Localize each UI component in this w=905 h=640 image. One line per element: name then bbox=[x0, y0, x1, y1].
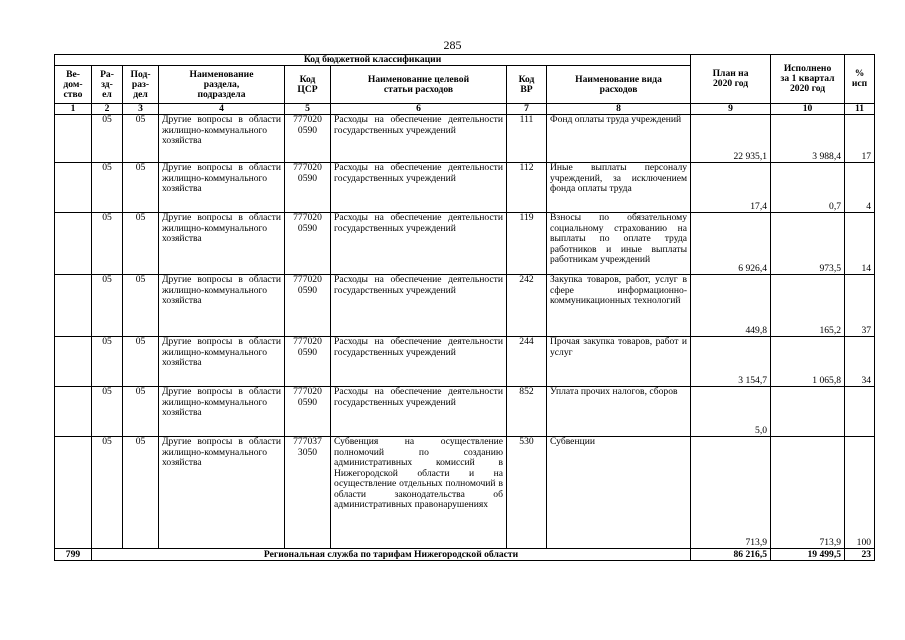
column-number: 1 bbox=[55, 104, 92, 115]
cell-ispolneno: 713,9 bbox=[771, 437, 845, 549]
cell-naimenovanie-vida: Закупка товаров, работ, услуг в сфере информационно-коммуникационных технологий bbox=[547, 275, 691, 337]
cell-naimenovanie-celevoy: Расходы на обеспечение деятельности государственных учреждений bbox=[331, 337, 507, 387]
cell-ispolneno bbox=[771, 387, 845, 437]
cell-vedomstvo bbox=[55, 387, 92, 437]
cell-naimenovanie-razdela: Другие вопросы в области жилищно-коммунального хозяйства bbox=[159, 275, 285, 337]
cell-plan: 5,0 bbox=[691, 387, 771, 437]
cell-kod-csr: 777020 0590 bbox=[285, 337, 331, 387]
cell-ispolneno: 165,2 bbox=[771, 275, 845, 337]
cell-naimenovanie-vida: Уплата прочих налогов, сборов bbox=[547, 387, 691, 437]
cell-kod-csr: 777020 0590 bbox=[285, 213, 331, 275]
cell-naimenovanie-razdela: Другие вопросы в области жилищно-коммунального хозяйства bbox=[159, 337, 285, 387]
cell-naimenovanie-celevoy: Расходы на обеспечение деятельности государственных учреждений bbox=[331, 213, 507, 275]
header-kod-vr: Код ВР bbox=[507, 66, 547, 104]
header-plan: План на 2020 год bbox=[691, 55, 771, 104]
column-number: 2 bbox=[92, 104, 123, 115]
cell-plan: 6 926,4 bbox=[691, 213, 771, 275]
cell-percent: 100 bbox=[845, 437, 875, 549]
cell-kod-csr: 777020 0590 bbox=[285, 275, 331, 337]
cell-vedomstvo bbox=[55, 275, 92, 337]
total-ispolneno: 19 499,5 bbox=[771, 549, 845, 561]
total-name: Региональная служба по тарифам Нижегородской области bbox=[92, 549, 691, 561]
cell-naimenovanie-razdela: Другие вопросы в области жилищно-коммунального хозяйства bbox=[159, 163, 285, 213]
header-podrazdel: Под- раз- дел bbox=[123, 66, 159, 104]
cell-kod-vr: 242 bbox=[507, 275, 547, 337]
cell-naimenovanie-celevoy: Расходы на обеспечение деятельности государственных учреждений bbox=[331, 275, 507, 337]
table-row bbox=[55, 213, 875, 275]
column-number: 10 bbox=[771, 104, 845, 115]
cell-naimenovanie-vida: Взносы по обязательному социальному страхованию на выплаты по оплате труда работников и иные выплаты работникам учреждений bbox=[547, 213, 691, 275]
header-naimenovanie-vida: Наименование вида расходов bbox=[547, 66, 691, 104]
header-percent: % исп bbox=[845, 55, 875, 104]
page-number: 285 bbox=[443, 38, 462, 52]
column-number: 8 bbox=[547, 104, 691, 115]
table-row bbox=[55, 275, 875, 337]
cell-naimenovanie-vida: Прочая закупка товаров, работ и услуг bbox=[547, 337, 691, 387]
cell-ispolneno: 1 065,8 bbox=[771, 337, 845, 387]
table-row bbox=[55, 115, 875, 163]
column-number: 5 bbox=[285, 104, 331, 115]
column-number: 4 bbox=[159, 104, 285, 115]
cell-percent: 34 bbox=[845, 337, 875, 387]
cell-plan: 3 154,7 bbox=[691, 337, 771, 387]
cell-kod-csr: 777020 0590 bbox=[285, 115, 331, 163]
cell-podrazdel: 05 bbox=[123, 213, 159, 275]
cell-kod-csr: 777020 0590 bbox=[285, 387, 331, 437]
cell-naimenovanie-razdela: Другие вопросы в области жилищно-коммунального хозяйства bbox=[159, 437, 285, 549]
cell-kod-vr: 244 bbox=[507, 337, 547, 387]
cell-podrazdel: 05 bbox=[123, 337, 159, 387]
cell-ispolneno: 3 988,4 bbox=[771, 115, 845, 163]
table-row bbox=[55, 337, 875, 387]
header-vedomstvo: Ве- дом- ство bbox=[55, 66, 92, 104]
cell-vedomstvo bbox=[55, 337, 92, 387]
total-percent: 23 bbox=[845, 549, 875, 561]
cell-kod-vr: 111 bbox=[507, 115, 547, 163]
header-naimenovanie-razdela: Наименование раздела, подраздела bbox=[159, 66, 285, 104]
header-razdel: Ра- зд- ел bbox=[92, 66, 123, 104]
cell-kod-csr: 777037 3050 bbox=[285, 437, 331, 549]
cell-percent: 4 bbox=[845, 163, 875, 213]
cell-vedomstvo bbox=[55, 163, 92, 213]
cell-vedomstvo bbox=[55, 213, 92, 275]
column-number: 3 bbox=[123, 104, 159, 115]
cell-podrazdel: 05 bbox=[123, 437, 159, 549]
cell-naimenovanie-celevoy: Субвенция на осуществление полномочий по созданию административных комиссий в Нижегородской области и на осуществление отдельных полномочий в области законодательства об административных правонарушениях bbox=[331, 437, 507, 549]
cell-vedomstvo bbox=[55, 115, 92, 163]
cell-naimenovanie-vida: Иные выплаты персоналу учреждений, за исключением фонда оплаты труда bbox=[547, 163, 691, 213]
cell-naimenovanie-razdela: Другие вопросы в области жилищно-коммунального хозяйства bbox=[159, 213, 285, 275]
total-vedomstvo: 799 bbox=[55, 549, 92, 561]
cell-naimenovanie-vida: Субвенции bbox=[547, 437, 691, 549]
cell-kod-vr: 119 bbox=[507, 213, 547, 275]
cell-percent: 14 bbox=[845, 213, 875, 275]
cell-percent bbox=[845, 387, 875, 437]
cell-plan: 17,4 bbox=[691, 163, 771, 213]
cell-plan: 449,8 bbox=[691, 275, 771, 337]
cell-naimenovanie-celevoy: Расходы на обеспечение деятельности государственных учреждений bbox=[331, 163, 507, 213]
cell-ispolneno: 0,7 bbox=[771, 163, 845, 213]
cell-razdel: 05 bbox=[92, 337, 123, 387]
cell-podrazdel: 05 bbox=[123, 163, 159, 213]
table-row bbox=[55, 437, 875, 549]
cell-naimenovanie-razdela: Другие вопросы в области жилищно-коммунального хозяйства bbox=[159, 115, 285, 163]
header-naimenovanie-celevoy: Наименование целевой статьи расходов bbox=[331, 66, 507, 104]
cell-vedomstvo bbox=[55, 437, 92, 549]
total-plan: 86 216,5 bbox=[691, 549, 771, 561]
column-number: 7 bbox=[507, 104, 547, 115]
cell-naimenovanie-celevoy: Расходы на обеспечение деятельности государственных учреждений bbox=[331, 387, 507, 437]
cell-naimenovanie-razdela: Другие вопросы в области жилищно-коммунального хозяйства bbox=[159, 387, 285, 437]
cell-podrazdel: 05 bbox=[123, 115, 159, 163]
cell-razdel: 05 bbox=[92, 115, 123, 163]
cell-kod-vr: 530 bbox=[507, 437, 547, 549]
cell-ispolneno: 973,5 bbox=[771, 213, 845, 275]
column-number: 6 bbox=[331, 104, 507, 115]
cell-razdel: 05 bbox=[92, 163, 123, 213]
column-number: 11 bbox=[845, 104, 875, 115]
budget-table bbox=[54, 54, 875, 561]
table-row bbox=[55, 163, 875, 213]
total-row bbox=[55, 549, 875, 561]
column-number: 9 bbox=[691, 104, 771, 115]
header-ispolneno: Исполнено за 1 квартал 2020 год bbox=[771, 55, 845, 104]
cell-percent: 17 bbox=[845, 115, 875, 163]
cell-kod-vr: 852 bbox=[507, 387, 547, 437]
header-kod-csr: Код ЦСР bbox=[285, 66, 331, 104]
cell-razdel: 05 bbox=[92, 213, 123, 275]
cell-naimenovanie-celevoy: Расходы на обеспечение деятельности государственных учреждений bbox=[331, 115, 507, 163]
cell-razdel: 05 bbox=[92, 275, 123, 337]
header-budget-code-group: Код бюджетной классификации bbox=[55, 55, 691, 66]
cell-podrazdel: 05 bbox=[123, 275, 159, 337]
cell-kod-csr: 777020 0590 bbox=[285, 163, 331, 213]
cell-podrazdel: 05 bbox=[123, 387, 159, 437]
cell-razdel: 05 bbox=[92, 437, 123, 549]
cell-plan: 22 935,1 bbox=[691, 115, 771, 163]
cell-razdel: 05 bbox=[92, 387, 123, 437]
table-row bbox=[55, 387, 875, 437]
cell-naimenovanie-vida: Фонд оплаты труда учреждений bbox=[547, 115, 691, 163]
cell-kod-vr: 112 bbox=[507, 163, 547, 213]
cell-plan: 713,9 bbox=[691, 437, 771, 549]
cell-percent: 37 bbox=[845, 275, 875, 337]
